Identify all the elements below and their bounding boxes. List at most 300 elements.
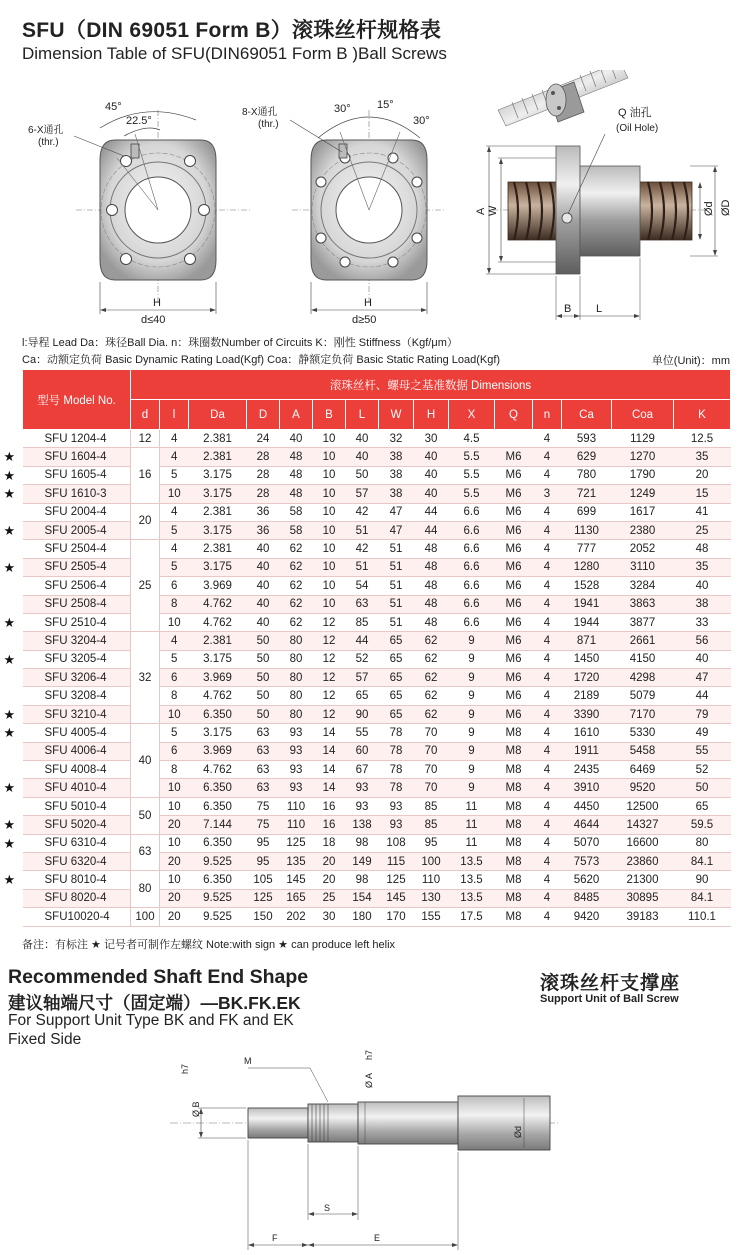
cell-k: 55 — [674, 742, 731, 760]
cell-q: M8 — [495, 908, 533, 926]
cell-da: 6.350 — [189, 834, 247, 852]
shaft-diameter-cell: 63 — [131, 834, 160, 871]
cell-ca: 1280 — [562, 558, 612, 576]
cell-ca: 593 — [562, 430, 612, 448]
w-dim-label: W — [487, 205, 499, 216]
left-helix-star-icon: ★ — [3, 614, 16, 630]
cell-h: 95 — [414, 834, 449, 852]
model-cell — [3, 705, 131, 723]
cell-l: 10 — [160, 613, 189, 631]
shaft-title-cn: 建议轴端尺寸（固定端）—BK.FK.EK — [8, 993, 301, 1013]
cell-b: 10 — [313, 521, 346, 539]
cell-coa: 5079 — [612, 687, 674, 705]
cell-d: 28 — [247, 466, 280, 484]
model-number: SFU 3206-4 — [44, 671, 107, 684]
cell-w: 125 — [379, 871, 414, 889]
cell-w: 47 — [379, 503, 414, 521]
cell-l: 10 — [160, 779, 189, 797]
cell-h: 40 — [414, 448, 449, 466]
cell-l: 93 — [346, 779, 379, 797]
cell-x: 9 — [449, 779, 495, 797]
cell-b: 20 — [313, 852, 346, 870]
cell-l: 5 — [160, 521, 189, 539]
cell-a: 202 — [280, 908, 313, 926]
cell-q: M6 — [495, 705, 533, 723]
cell-b: 10 — [313, 558, 346, 576]
cell-ca: 629 — [562, 448, 612, 466]
cell-w: 145 — [379, 889, 414, 907]
cell-ca: 4644 — [562, 816, 612, 834]
cell-a: 80 — [280, 669, 313, 687]
cell-q: M6 — [495, 521, 533, 539]
cell-ca: 1450 — [562, 650, 612, 668]
cell-q — [495, 430, 533, 448]
cell-q: M8 — [495, 889, 533, 907]
cell-l: 51 — [346, 521, 379, 539]
shaft-title-en: Recommended Shaft End Shape — [8, 966, 309, 988]
cell-ca: 2189 — [562, 687, 612, 705]
cell-n: 4 — [533, 852, 562, 870]
left-helix-note: 备注：有标注 ★ 记号者可制作左螺纹 Note:with sign ★ can produce left helix — [22, 939, 396, 951]
shaft-subtitle-2: Fixed Side — [8, 1031, 82, 1048]
cell-da: 3.969 — [189, 669, 247, 687]
model-number: SFU 4005-4 — [44, 726, 107, 739]
cell-coa: 3877 — [612, 613, 674, 631]
cell-w: 108 — [379, 834, 414, 852]
cell-k: 35 — [674, 448, 731, 466]
cell-da: 9.525 — [189, 889, 247, 907]
cell-ca: 871 — [562, 632, 612, 650]
cell-l: 10 — [160, 797, 189, 815]
cell-da: 3.175 — [189, 558, 247, 576]
cell-l: 98 — [346, 871, 379, 889]
cell-b: 12 — [313, 705, 346, 723]
cell-k: 84.1 — [674, 889, 731, 907]
cell-q: M6 — [495, 558, 533, 576]
cell-n: 4 — [533, 669, 562, 687]
cell-l: 10 — [160, 834, 189, 852]
cell-x: 9 — [449, 761, 495, 779]
cell-l: 20 — [160, 889, 189, 907]
table-row — [23, 871, 731, 889]
shaft-subtitle-1: For Support Unit Type BK and FK and EK — [8, 1012, 294, 1029]
cell-a: 125 — [280, 834, 313, 852]
cell-q: M6 — [495, 540, 533, 558]
table-row — [23, 852, 731, 870]
cell-h: 155 — [414, 908, 449, 926]
cell-x: 11 — [449, 834, 495, 852]
table-row — [23, 889, 731, 907]
cell-k: 80 — [674, 834, 731, 852]
model-cell — [3, 724, 131, 742]
cell-l: 85 — [346, 613, 379, 631]
cell-d: 50 — [247, 650, 280, 668]
model-number: SFU 6320-4 — [44, 855, 107, 868]
cell-coa: 1790 — [612, 466, 674, 484]
cell-q: M8 — [495, 797, 533, 815]
cell-d: 28 — [247, 448, 280, 466]
cell-l: 40 — [346, 430, 379, 448]
model-number: SFU 2504-4 — [44, 543, 107, 556]
cell-coa: 1617 — [612, 503, 674, 521]
cell-coa: 1270 — [612, 448, 674, 466]
cell-a: 62 — [280, 577, 313, 595]
cell-l: 42 — [346, 540, 379, 558]
cell-b: 12 — [313, 669, 346, 687]
cell-da: 4.762 — [189, 687, 247, 705]
model-cell — [3, 558, 131, 576]
model-cell — [3, 779, 131, 797]
cell-coa: 30895 — [612, 889, 674, 907]
left-helix-star-icon: ★ — [3, 725, 16, 741]
cell-b: 20 — [313, 871, 346, 889]
cell-l: 4 — [160, 540, 189, 558]
cell-coa: 1249 — [612, 485, 674, 503]
cell-l: 4 — [160, 503, 189, 521]
cell-n: 4 — [533, 742, 562, 760]
cell-k: 110.1 — [674, 908, 731, 926]
cell-da: 3.175 — [189, 650, 247, 668]
cell-a: 62 — [280, 595, 313, 613]
cell-l: 154 — [346, 889, 379, 907]
header-col-d: D — [247, 400, 280, 430]
header-col-ca: Ca — [562, 400, 612, 430]
cell-da: 3.969 — [189, 577, 247, 595]
model-cell — [23, 761, 131, 779]
table-row — [23, 908, 731, 926]
cell-k: 50 — [674, 779, 731, 797]
cell-w: 65 — [379, 650, 414, 668]
table-row — [23, 595, 731, 613]
cell-l: 10 — [160, 705, 189, 723]
cell-l: 65 — [346, 687, 379, 705]
model-number: SFU 2508-4 — [44, 598, 107, 611]
cell-l: 8 — [160, 595, 189, 613]
cell-k: 44 — [674, 687, 731, 705]
cell-l: 5 — [160, 650, 189, 668]
cell-coa: 5330 — [612, 724, 674, 742]
model-cell — [23, 632, 131, 650]
cell-h: 48 — [414, 595, 449, 613]
cell-q: M8 — [495, 742, 533, 760]
cell-da: 9.525 — [189, 852, 247, 870]
cell-l: 4 — [160, 448, 189, 466]
cell-d: 36 — [247, 503, 280, 521]
cell-h: 40 — [414, 466, 449, 484]
cell-w: 38 — [379, 466, 414, 484]
model-cell — [3, 816, 131, 834]
cell-coa: 3863 — [612, 595, 674, 613]
model-cell — [23, 889, 131, 907]
cell-x: 5.5 — [449, 448, 495, 466]
d-note-middle: d≥50 — [352, 314, 377, 326]
cell-q: M8 — [495, 834, 533, 852]
cell-x: 6.6 — [449, 558, 495, 576]
cell-h: 100 — [414, 852, 449, 870]
hole-note-6: 6-X通孔 — [28, 125, 64, 136]
cell-a: 165 — [280, 889, 313, 907]
cell-coa: 1129 — [612, 430, 674, 448]
cell-l: 57 — [346, 669, 379, 687]
cell-ca: 5620 — [562, 871, 612, 889]
cell-l: 5 — [160, 466, 189, 484]
model-cell — [23, 595, 131, 613]
h-dim-middle: H — [364, 297, 372, 309]
cell-k: 15 — [674, 485, 731, 503]
cell-n: 4 — [533, 908, 562, 926]
cell-da: 2.381 — [189, 430, 247, 448]
table-row — [23, 613, 731, 631]
cell-b: 25 — [313, 889, 346, 907]
cell-l: 20 — [160, 908, 189, 926]
header-col-l: l — [160, 400, 189, 430]
left-helix-star-icon: ★ — [3, 872, 16, 888]
cell-ca: 699 — [562, 503, 612, 521]
cell-da: 3.175 — [189, 724, 247, 742]
cell-l: 42 — [346, 503, 379, 521]
model-number: SFU 4008-4 — [44, 763, 107, 776]
cell-n: 4 — [533, 448, 562, 466]
cell-ca: 1941 — [562, 595, 612, 613]
cell-l: 4 — [160, 632, 189, 650]
cell-q: M8 — [495, 761, 533, 779]
cell-a: 62 — [280, 613, 313, 631]
s-label: S — [324, 1203, 331, 1213]
cell-d: 50 — [247, 687, 280, 705]
cell-ca: 3390 — [562, 705, 612, 723]
phi-D-label: ØD — [720, 199, 732, 216]
model-number: SFU 8020-4 — [44, 892, 107, 905]
cell-d: 75 — [247, 816, 280, 834]
table-row — [23, 816, 731, 834]
table-row — [23, 797, 731, 815]
cell-ca: 1911 — [562, 742, 612, 760]
cell-q: M8 — [495, 871, 533, 889]
table-row — [23, 558, 731, 576]
flange-view-8-hole — [242, 99, 446, 326]
model-cell — [23, 577, 131, 595]
cell-k: 38 — [674, 595, 731, 613]
cell-da: 6.350 — [189, 871, 247, 889]
cell-d: 40 — [247, 540, 280, 558]
shaft-diameter-cell: 50 — [131, 797, 160, 834]
cell-n: 4 — [533, 761, 562, 779]
model-number: SFU 3204-4 — [44, 634, 107, 647]
cell-ca: 721 — [562, 485, 612, 503]
cell-ca: 3910 — [562, 779, 612, 797]
model-number: SFU 6310-4 — [44, 837, 107, 850]
cell-w: 115 — [379, 852, 414, 870]
e-label: E — [374, 1233, 381, 1243]
cell-k: 12.5 — [674, 430, 731, 448]
cell-da: 6.350 — [189, 705, 247, 723]
cell-w: 51 — [379, 613, 414, 631]
shaft-diameter-cell: 32 — [131, 632, 160, 724]
cell-w: 47 — [379, 521, 414, 539]
cell-d: 28 — [247, 485, 280, 503]
cell-h: 44 — [414, 521, 449, 539]
m-label: M — [244, 1056, 252, 1066]
shaft-diameter-cell: 16 — [131, 448, 160, 503]
cell-d: 105 — [247, 871, 280, 889]
model-number: SFU 3205-4 — [44, 653, 107, 666]
legend-line-1: l:导程 Lead Da：珠径Ball Dia. n：珠圈数Number of Circuits K：刚性 Stiffness（Kgf/μm） — [22, 337, 458, 349]
cell-b: 12 — [313, 613, 346, 631]
cell-k: 25 — [674, 521, 731, 539]
cell-x: 6.6 — [449, 521, 495, 539]
cell-k: 49 — [674, 724, 731, 742]
phi-d-shaft-label: Ød — [513, 1125, 523, 1138]
cell-a: 93 — [280, 779, 313, 797]
cell-coa: 21300 — [612, 871, 674, 889]
table-row — [23, 430, 731, 448]
cell-coa: 9520 — [612, 779, 674, 797]
model-number: SFU 1604-4 — [44, 451, 107, 464]
model-number: SFU 3210-4 — [44, 708, 107, 721]
cell-l: 138 — [346, 816, 379, 834]
cell-ca: 5070 — [562, 834, 612, 852]
cell-x: 9 — [449, 687, 495, 705]
cell-l: 20 — [160, 852, 189, 870]
shaft-end-drawing — [0, 1048, 750, 1255]
cell-l: 54 — [346, 577, 379, 595]
cell-coa: 6469 — [612, 761, 674, 779]
cell-d: 95 — [247, 852, 280, 870]
cell-k: 48 — [674, 540, 731, 558]
model-cell — [23, 908, 131, 926]
header-col-l: L — [346, 400, 379, 430]
cell-ca: 4450 — [562, 797, 612, 815]
cell-h: 85 — [414, 816, 449, 834]
cell-h: 48 — [414, 613, 449, 631]
cell-l: 10 — [160, 485, 189, 503]
cell-x: 5.5 — [449, 466, 495, 484]
cell-w: 51 — [379, 558, 414, 576]
cell-x: 9 — [449, 705, 495, 723]
cell-x: 4.5 — [449, 430, 495, 448]
table-row — [23, 687, 731, 705]
cell-h: 30 — [414, 430, 449, 448]
support-title-en: Support Unit of Ball Screw — [540, 993, 679, 1005]
cell-ca: 9420 — [562, 908, 612, 926]
cell-da: 4.762 — [189, 613, 247, 631]
model-cell — [23, 669, 131, 687]
angle-30-right-label: 30° — [413, 115, 430, 127]
cell-h: 62 — [414, 650, 449, 668]
cell-w: 78 — [379, 779, 414, 797]
model-cell — [3, 448, 131, 466]
cell-n: 4 — [533, 871, 562, 889]
table-row — [23, 466, 731, 484]
shaft-diameter-cell: 25 — [131, 540, 160, 632]
cell-coa: 5458 — [612, 742, 674, 760]
model-cell — [23, 797, 131, 815]
header-col-n: n — [533, 400, 562, 430]
ball-screw-photo — [498, 70, 628, 126]
left-helix-star-icon: ★ — [3, 449, 16, 465]
angle-45-label: 45° — [105, 101, 122, 113]
model-cell — [3, 613, 131, 631]
model-number: SFU 5020-4 — [44, 818, 107, 831]
cell-coa: 16600 — [612, 834, 674, 852]
cell-b: 14 — [313, 779, 346, 797]
cell-a: 145 — [280, 871, 313, 889]
cell-b: 10 — [313, 540, 346, 558]
header-col-b: B — [313, 400, 346, 430]
table-row — [23, 485, 731, 503]
cell-n: 4 — [533, 577, 562, 595]
hole-note-8-thr: (thr.) — [258, 119, 279, 130]
cell-l: 57 — [346, 485, 379, 503]
cell-w: 78 — [379, 724, 414, 742]
cell-n: 4 — [533, 613, 562, 631]
cell-h: 70 — [414, 724, 449, 742]
cell-n: 4 — [533, 521, 562, 539]
cell-ca: 777 — [562, 540, 612, 558]
h-dim-left: H — [153, 297, 161, 309]
cell-da: 2.381 — [189, 540, 247, 558]
cell-a: 58 — [280, 521, 313, 539]
left-helix-star-icon: ★ — [3, 706, 16, 722]
cell-x: 6.6 — [449, 613, 495, 631]
left-helix-star-icon: ★ — [3, 559, 16, 575]
cell-q: M8 — [495, 852, 533, 870]
l-dim-label: L — [596, 303, 603, 315]
cell-h: 62 — [414, 687, 449, 705]
cell-b: 12 — [313, 632, 346, 650]
cell-coa: 2380 — [612, 521, 674, 539]
cell-q: M8 — [495, 779, 533, 797]
model-number: SFU 8010-4 — [44, 874, 107, 887]
table-row — [23, 761, 731, 779]
cell-q: M6 — [495, 632, 533, 650]
cell-x: 6.6 — [449, 503, 495, 521]
cell-x: 9 — [449, 650, 495, 668]
hole-note-6-thr: (thr.) — [38, 137, 59, 148]
header-col-d: d — [131, 400, 160, 430]
cell-l: 5 — [160, 558, 189, 576]
cell-da: 4.762 — [189, 595, 247, 613]
header-dimensions: 滚珠丝杆、螺母之基准数据 Dimensions — [131, 370, 731, 400]
nut-side-view — [475, 105, 732, 320]
shaft-diameter-cell: 20 — [131, 503, 160, 540]
cell-ca: 2435 — [562, 761, 612, 779]
cell-a: 80 — [280, 687, 313, 705]
model-number: SFU 5010-4 — [44, 800, 107, 813]
cell-h: 70 — [414, 761, 449, 779]
model-cell — [3, 834, 131, 852]
model-cell — [23, 742, 131, 760]
cell-l: 67 — [346, 761, 379, 779]
cell-h: 130 — [414, 889, 449, 907]
cell-n: 4 — [533, 889, 562, 907]
table-row — [23, 503, 731, 521]
cell-d: 36 — [247, 521, 280, 539]
cell-w: 38 — [379, 448, 414, 466]
cell-x: 17.5 — [449, 908, 495, 926]
cell-coa: 14327 — [612, 816, 674, 834]
phi-b-label: Ø B — [191, 1101, 201, 1117]
cell-w: 170 — [379, 908, 414, 926]
cell-d: 150 — [247, 908, 280, 926]
cell-da: 2.381 — [189, 448, 247, 466]
header-col-h: H — [414, 400, 449, 430]
header-col-da: Da — [189, 400, 247, 430]
table-row — [23, 834, 731, 852]
cell-n: 4 — [533, 779, 562, 797]
cell-n: 4 — [533, 797, 562, 815]
unit-label: 单位(Unit)：mm — [651, 355, 730, 367]
